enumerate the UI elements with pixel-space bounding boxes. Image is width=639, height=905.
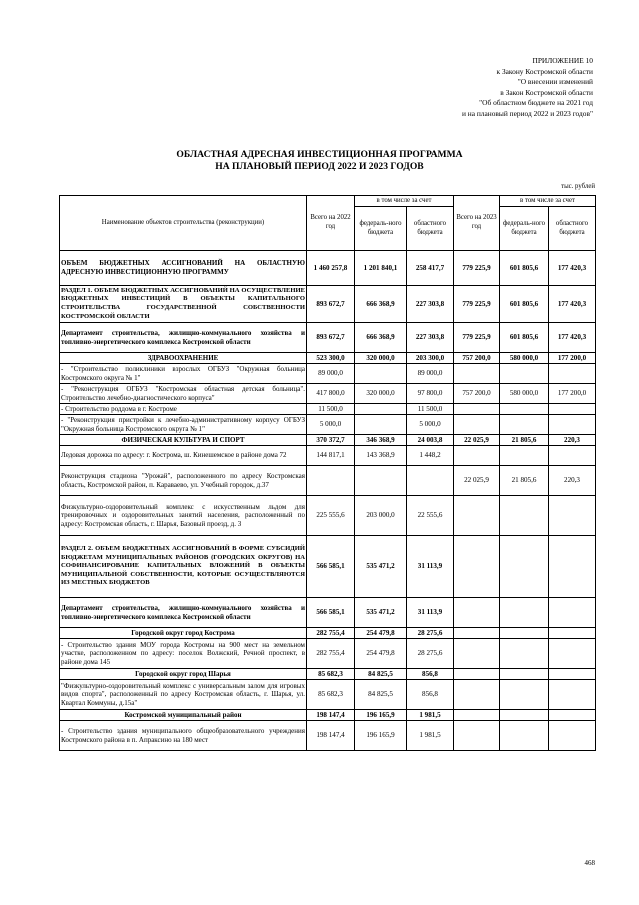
row-value — [355, 404, 407, 415]
row-value — [454, 721, 500, 751]
row-value: 1 201 840,1 — [355, 251, 407, 286]
row-name: Физкультурно-оздоровительный комплекс с искусственным льдом для тренировочных и оздоровительных занятий населения, расположенный по адресу: Костромская область, г. Шарья, Базовый проезд, д. 3 — [60, 496, 307, 536]
row-value — [549, 721, 596, 751]
row-name: Департамент строительства, жилищно-коммунального хозяйства и топливно-энергетического комплекса Костромской области — [60, 598, 307, 628]
header-incl-2022: в том числе за счет — [355, 196, 454, 207]
table-row — [60, 446, 596, 466]
row-name: - Строительство роддома в г. Костроме — [60, 404, 307, 415]
row-value — [454, 680, 500, 710]
row-value — [549, 536, 596, 598]
row-value: 220,3 — [549, 466, 596, 496]
row-value — [454, 536, 500, 598]
row-value: 89 000,0 — [307, 364, 355, 384]
row-value: 779 225,9 — [454, 323, 500, 353]
row-value — [549, 639, 596, 669]
row-value — [454, 628, 500, 639]
row-value: 198 147,4 — [307, 721, 355, 751]
row-value — [454, 496, 500, 536]
row-value — [454, 710, 500, 721]
row-name: Реконструкция стадиона "Урожай", расположенного по адресу Костромская область, Костромской район, п. Караваево, ул. Учебный городок, д.37 — [60, 466, 307, 496]
header-federal-2022: федераль-ного бюджета — [355, 207, 407, 251]
table-row — [60, 669, 596, 680]
header-regional-2023: областного бюджета — [549, 207, 596, 251]
row-value — [549, 404, 596, 415]
row-value — [500, 536, 549, 598]
row-value: 566 585,1 — [307, 598, 355, 628]
row-value: 1 448,2 — [407, 446, 454, 466]
row-value — [500, 415, 549, 435]
row-value: 177 200,0 — [549, 353, 596, 364]
row-name: РАЗДЕЛ 2. ОБЪЕМ БЮДЖЕТНЫХ АССИГНОВАНИЙ В ФОРМЕ СУБСИДИЙ БЮДЖЕТАМ МУНИЦИПАЛЬНЫХ РАЙОНОВ (ГОРОДСКИХ ОКРУГОВ) НА СОФИНАНСИРОВАНИЕ КАПИТАЛЬНЫХ ВЛОЖЕНИЙ В ОБЪЕКТЫ МУНИЦИПАЛЬНОЙ СОБСТВЕННОСТИ, КОТОРЫЕ ОСУЩЕСТВЛЯЮТСЯ ИЗ МЕСТНЫХ БЮДЖЕТОВ — [60, 536, 307, 598]
row-value: 84 825,5 — [355, 669, 407, 680]
appendix-line: и на плановый период 2022 и 2023 годов" — [461, 108, 593, 118]
row-value — [500, 404, 549, 415]
row-value: 757 200,0 — [454, 384, 500, 404]
table-row — [60, 598, 596, 628]
row-value — [454, 598, 500, 628]
row-value — [454, 415, 500, 435]
row-name: РАЗДЕЛ 1. ОБЪЕМ БЮДЖЕТНЫХ АССИГНОВАНИЙ НА ОСУЩЕСТВЛЕНИЕ БЮДЖЕТНЫХ ИНВЕСТИЦИЙ В ОБЪЕКТЫ КАПИТАЛЬНОГО СТРОИТЕЛЬСТВА ГОСУДАРСТВЕННОЙ СОБСТВЕННОСТИ КОСТРОМСКОЙ ОБЛАСТИ — [60, 286, 307, 323]
row-value: 254 479,8 — [355, 628, 407, 639]
row-value: 28 275,6 — [407, 639, 454, 669]
table-row — [60, 251, 596, 286]
row-value: 535 471,2 — [355, 536, 407, 598]
row-name: Департамент строительства, жилищно-коммунального хозяйства и топливно-энергетического комплекса Костромской области — [60, 323, 307, 353]
row-value: 198 147,4 — [307, 710, 355, 721]
row-value: 177 420,3 — [549, 286, 596, 323]
table-row — [60, 364, 596, 384]
table-row — [60, 384, 596, 404]
row-value: 580 000,0 — [500, 384, 549, 404]
row-value: 31 113,9 — [407, 598, 454, 628]
row-value: 85 682,3 — [307, 680, 355, 710]
row-value — [500, 496, 549, 536]
row-value: 779 225,9 — [454, 286, 500, 323]
row-value — [549, 628, 596, 639]
row-value: 320 000,0 — [355, 353, 407, 364]
row-name: Костромской муниципальный район — [60, 710, 307, 721]
row-value — [500, 680, 549, 710]
table-row — [60, 536, 596, 598]
row-value: 1 981,5 — [407, 710, 454, 721]
table-row — [60, 286, 596, 323]
row-value: 22 025,9 — [454, 466, 500, 496]
row-value: 227 303,8 — [407, 286, 454, 323]
table-row — [60, 353, 596, 364]
row-value: 21 805,6 — [500, 466, 549, 496]
row-value — [549, 446, 596, 466]
appendix-line: "Об областном бюджете на 2021 год — [479, 98, 593, 108]
row-value: 856,8 — [407, 669, 454, 680]
row-name: ФИЗИЧЕСКАЯ КУЛЬТУРА И СПОРТ — [60, 435, 307, 446]
title-line-1: ОБЛАСТНАЯ АДРЕСНАЯ ИНВЕСТИЦИОННАЯ ПРОГРАММА — [176, 149, 463, 160]
row-value — [500, 598, 549, 628]
row-value — [454, 446, 500, 466]
row-value: 282 755,4 — [307, 639, 355, 669]
row-value — [355, 364, 407, 384]
row-value — [500, 721, 549, 751]
header-total-2023: Всего на 2023 год — [454, 196, 500, 251]
row-value: 601 805,6 — [500, 286, 549, 323]
row-value: 666 368,9 — [355, 323, 407, 353]
table-row — [60, 323, 596, 353]
appendix-line: в Закон Костромской области — [500, 87, 593, 97]
table-row — [60, 415, 596, 435]
row-value: 258 417,7 — [407, 251, 454, 286]
row-value: 196 165,9 — [355, 710, 407, 721]
row-value: 85 682,3 — [307, 669, 355, 680]
row-value: 566 585,1 — [307, 536, 355, 598]
row-value: 24 003,8 — [407, 435, 454, 446]
row-value: 1 460 257,8 — [307, 251, 355, 286]
row-name: - Строительство здания МОУ города Костромы на 900 мест на земельном участке, расположенном по адресу: поселок Волжский, Речной проспект, в районе дома 145 — [60, 639, 307, 669]
row-value: 143 368,9 — [355, 446, 407, 466]
table-row — [60, 404, 596, 415]
row-value — [454, 639, 500, 669]
row-value: 779 225,9 — [454, 251, 500, 286]
row-value: 417 800,0 — [307, 384, 355, 404]
row-value: 21 805,6 — [500, 435, 549, 446]
row-value — [454, 669, 500, 680]
row-value: 346 368,9 — [355, 435, 407, 446]
row-value: 177 420,3 — [549, 323, 596, 353]
row-name: - "Реконструкция пристройки к лечебно-административному корпусу ОГБУЗ "Окружная больница Костромского округа № 1" — [61, 415, 305, 433]
row-value: 28 275,6 — [407, 628, 454, 639]
row-name: Ледовая дорожка по адресу: г. Кострома, ш. Кинешемское в районе дома 72 — [60, 446, 307, 466]
page-number: 468 — [584, 859, 595, 867]
row-name: Городской округ город Кострома — [60, 628, 307, 639]
row-value — [355, 415, 407, 435]
row-value: 1 981,5 — [407, 721, 454, 751]
row-value — [549, 415, 596, 435]
row-value — [549, 680, 596, 710]
row-value: 523 300,0 — [307, 353, 355, 364]
appendix-line: "О внесении изменений — [517, 77, 593, 87]
row-value: 11 500,0 — [307, 404, 355, 415]
row-name: ЗДРАВООХРАНЕНИЕ — [60, 353, 307, 364]
table-row — [60, 680, 596, 710]
row-value: 31 113,9 — [407, 536, 454, 598]
row-value: 177 200,0 — [549, 384, 596, 404]
row-value: 535 471,2 — [355, 598, 407, 628]
row-value: 666 368,9 — [355, 286, 407, 323]
table-row — [60, 721, 596, 751]
header-name: Наименование объектов строительства (реконструкции) — [60, 196, 307, 251]
row-value — [549, 598, 596, 628]
row-value: 601 805,6 — [500, 323, 549, 353]
header-incl-2023: в том числе за счет — [500, 196, 596, 207]
table-row — [60, 710, 596, 721]
row-value — [500, 446, 549, 466]
units-label: тыс. рублей — [561, 183, 595, 190]
row-value: 11 500,0 — [407, 404, 454, 415]
row-value: 320 000,0 — [355, 384, 407, 404]
row-value — [549, 364, 596, 384]
row-value: 89 000,0 — [407, 364, 454, 384]
row-value: 5 000,0 — [307, 415, 355, 435]
table-body — [60, 251, 596, 751]
header-federal-2023: федераль-ного бюджета — [500, 207, 549, 251]
row-value — [549, 496, 596, 536]
row-value: 203 000,0 — [355, 496, 407, 536]
appendix-line: ПРИЛОЖЕНИЕ 10 — [532, 56, 593, 65]
row-value: 601 805,6 — [500, 251, 549, 286]
row-value: 22 025,9 — [454, 435, 500, 446]
row-value: 227 303,8 — [407, 323, 454, 353]
row-value: 97 800,0 — [407, 384, 454, 404]
row-name: - "Реконструкция ОГБУЗ "Костромская областная детская больница". Строительство лечебно-диагностического корпуса" — [61, 384, 305, 402]
row-value: 580 000,0 — [500, 353, 549, 364]
row-value: 196 165,9 — [355, 721, 407, 751]
row-name: "Физкультурно-оздоровительный комплекс с универсальным залом для игровых видов спорта", расположенный по адресу Костромская область, г. Шарья, ул. Квартал Коммуны, д.15а" — [60, 680, 307, 710]
table-row — [60, 466, 596, 496]
row-value: 144 817,1 — [307, 446, 355, 466]
row-value — [500, 639, 549, 669]
row-value: 203 300,0 — [407, 353, 454, 364]
row-value — [500, 669, 549, 680]
header-total-2022: Всего на 2022 год — [307, 196, 355, 251]
table-row — [60, 628, 596, 639]
row-value — [500, 710, 549, 721]
appendix-line: к Закону Костромской области — [496, 66, 593, 76]
row-value — [355, 466, 407, 496]
row-value: 177 420,3 — [549, 251, 596, 286]
row-value: 254 479,8 — [355, 639, 407, 669]
row-value: 84 825,5 — [355, 680, 407, 710]
table-row — [60, 639, 596, 669]
row-value — [549, 710, 596, 721]
row-name: Городской округ город Шарья — [60, 669, 307, 680]
investment-table — [59, 195, 596, 751]
row-value — [500, 364, 549, 384]
row-value — [454, 364, 500, 384]
row-name: - Строительство здания муниципального общеобразовательного учреждения Костромского района в п. Апраксино на 180 мест — [60, 721, 307, 751]
row-value: 893 672,7 — [307, 286, 355, 323]
appendix-block — [462, 56, 593, 120]
header-regional-2022: областного бюджета — [407, 207, 454, 251]
row-value: 893 672,7 — [307, 323, 355, 353]
row-value: 5 000,0 — [407, 415, 454, 435]
row-value: 220,3 — [549, 435, 596, 446]
table-row — [60, 496, 596, 536]
title-line-2: НА ПЛАНОВЫЙ ПЕРИОД 2022 И 2023 ГОДОВ — [215, 161, 424, 172]
row-value — [407, 466, 454, 496]
row-name: - "Строительство поликлиники взрослых ОГБУЗ "Окружная больница Костромского округа № 1" — [61, 364, 305, 382]
row-value: 22 555,6 — [407, 496, 454, 536]
row-value — [549, 669, 596, 680]
row-value — [307, 466, 355, 496]
row-value — [500, 628, 549, 639]
row-value: 370 372,7 — [307, 435, 355, 446]
table-row — [60, 435, 596, 446]
row-value: 282 755,4 — [307, 628, 355, 639]
row-value: 757 200,0 — [454, 353, 500, 364]
row-value: 856,8 — [407, 680, 454, 710]
row-name: ОБЪЕМ БЮДЖЕТНЫХ АССИГНОВАНИЙ НА ОБЛАСТНУЮ АДРЕСНУЮ ИНВЕСТИЦИОННУЮ ПРОГРАММУ — [60, 251, 307, 286]
row-value: 225 555,6 — [307, 496, 355, 536]
document-title — [0, 149, 639, 173]
row-value — [454, 404, 500, 415]
